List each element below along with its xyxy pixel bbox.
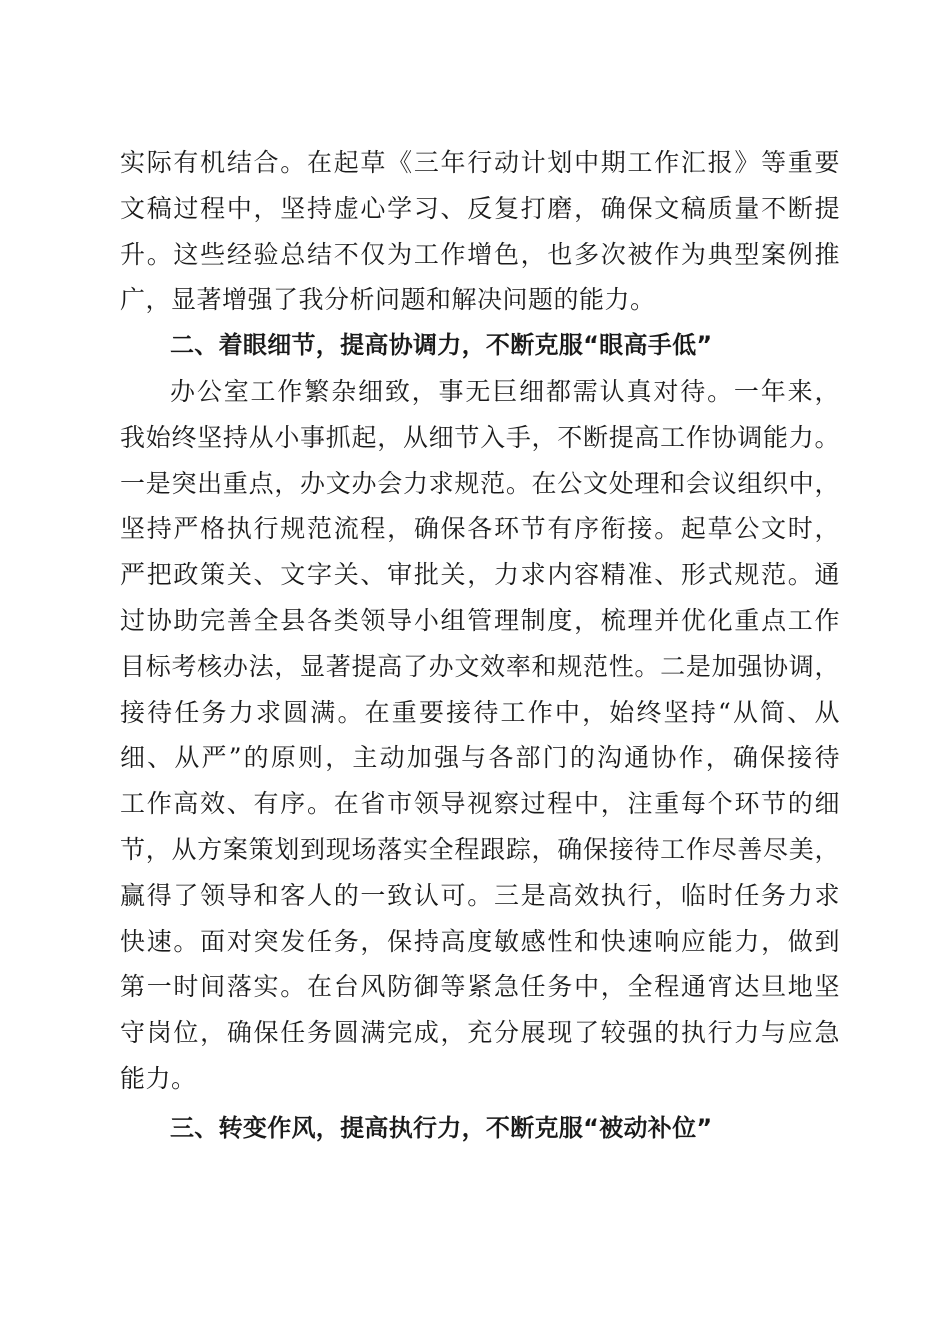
paragraph-line: 严把政策关、文字关、审批关，力求内容精准、形式规范。通 [120,560,840,590]
paragraph-line: 能力。 [120,1063,197,1093]
paragraph-line: 升。这些经验总结不仅为工作增色，也多次被作为典型案例推 [120,239,840,269]
paragraph-line: 坚持严格执行规范流程，确保各环节有序衔接。起草公文时， [120,514,840,544]
paragraph-line: 接待任务力求圆满。在重要接待工作中，始终坚持“从简、从 [120,697,840,727]
paragraph-line: 我始终坚持从小事抓起，从细节入手，不断提高工作协调能力。 [120,422,840,452]
paragraph-line: 一是突出重点，办文办会力求规范。在公文处理和会议组织中， [120,468,840,498]
paragraph-line: 目标考核办法，显著提高了办文效率和规范性。二是加强协调， [120,651,840,681]
paragraph-line: 广，显著增强了我分析问题和解决问题的能力。 [120,285,656,315]
paragraph-line: 赢得了领导和客人的一致认可。三是高效执行，临时任务力求 [120,880,840,910]
document-body [120,140,840,1152]
paragraph-line: 快速。面对突发任务，保持高度敏感性和快速响应能力，做到 [120,926,840,956]
paragraph-line: 工作高效、有序。在省市领导视察过程中，注重每个环节的细 [120,789,840,819]
paragraph-line: 节，从方案策划到现场落实全程跟踪，确保接待工作尽善尽美， [120,834,840,864]
paragraph-line: 守岗位，确保任务圆满完成，充分展现了较强的执行力与应急 [120,1018,840,1048]
paragraph-line: 实际有机结合。在起草《三年行动计划中期工作汇报》等重要 [120,148,840,177]
paragraph-line: 过协助完善全县各类领导小组管理制度，梳理并优化重点工作 [120,605,840,635]
section-heading-2: 二、着眼细节，提高协调力，不断克服“眼高手低” [170,331,713,360]
paragraph-line: 办公室工作繁杂细致，事无巨细都需认真对待。一年来， [170,376,840,406]
section-heading-3: 三、转变作风，提高执行力，不断克服“被动补位” [170,1113,713,1142]
paragraph-line: 文稿过程中，坚持虚心学习、反复打磨，确保文稿质量不断提 [120,193,840,223]
paragraph-line: 细、从严”的原则，主动加强与各部门的沟通协作，确保接待 [120,743,840,773]
paragraph-line: 第一时间落实。在台风防御等紧急任务中，全程通宵达旦地坚 [120,972,840,1002]
